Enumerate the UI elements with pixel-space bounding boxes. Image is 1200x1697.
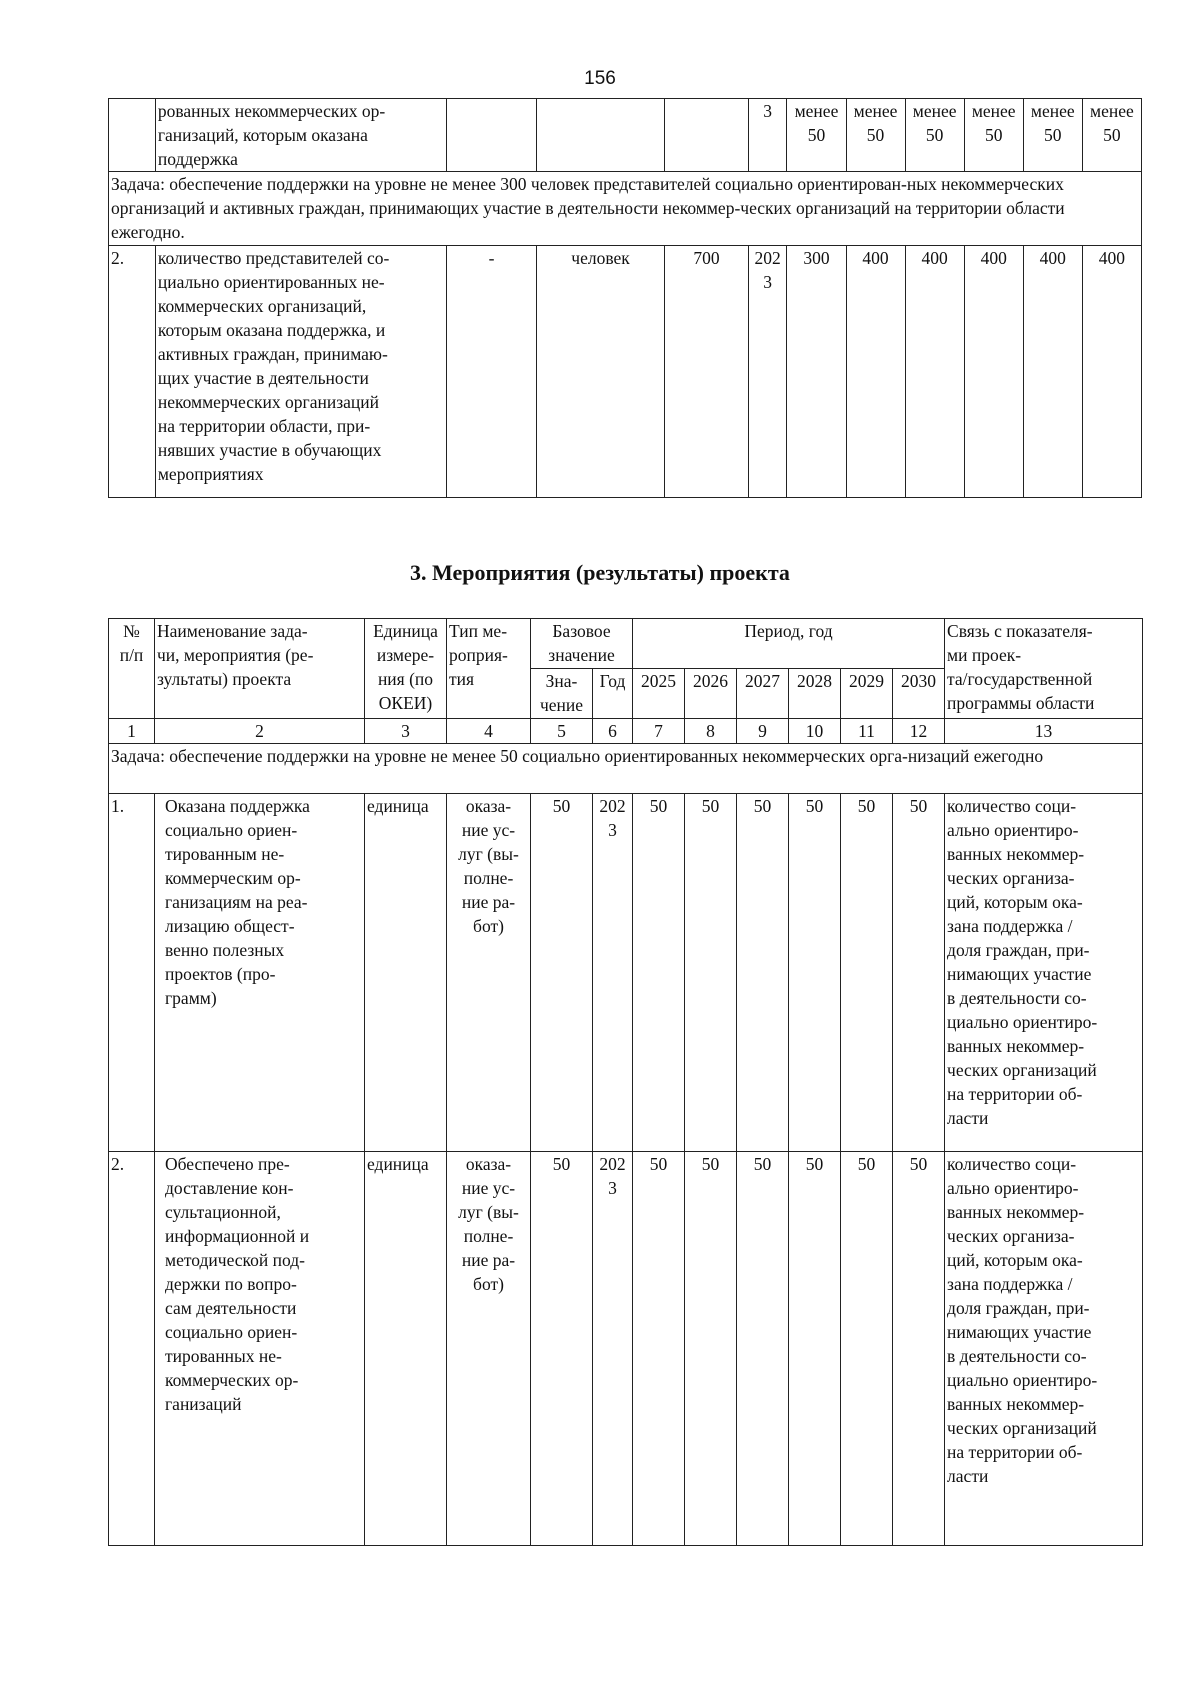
header-year-2026: 2026 [685,669,737,719]
column-number: 4 [447,719,531,744]
base-value: 50 [531,1152,593,1546]
value-2026: 50 [685,794,737,1152]
value-2025: 50 [633,1152,685,1546]
unit: единица [365,794,447,1152]
indicator-link: количество соци- ально ориентиро- ванных некоммер- ческих организа- ций, которым ока- зана поддержка / доля граждан, при- нимающих участие в деятельности со- циально ориентиро- ванных некоммер- ческих организаций на территории об- ласти [945,1152,1143,1546]
column-numbers-row [109,719,1143,744]
activity-type: оказа- ние ус- луг (вы- полне- ние ра- бот) [447,1152,531,1546]
value-2026: 400 [846,246,905,498]
value-2025: 300 [787,246,846,498]
indicator-level: - [447,246,537,498]
indicators-table-continued [108,98,1142,498]
base-value: 50 [531,794,593,1152]
task-row [109,172,1142,246]
value-2029: 50 [841,1152,893,1546]
header-year-2028: 2028 [789,669,841,719]
column-number: 10 [789,719,841,744]
task-row [109,744,1143,794]
value-2026: 50 [685,1152,737,1546]
header-year-2025: 2025 [633,669,685,719]
column-number: 11 [841,719,893,744]
header-type: Тип ме- роприя- тия [447,619,531,719]
cell-num [109,99,156,172]
value-2028: 50 [789,794,841,1152]
column-number: 5 [531,719,593,744]
header-base: Базовое значение [531,619,633,669]
column-number: 1 [109,719,155,744]
unit: единица [365,1152,447,1546]
value-2028: 400 [964,246,1023,498]
header-num: № п/п [109,619,155,719]
value-2030: менее 50 [1082,99,1141,172]
header-year-2030: 2030 [893,669,945,719]
value-2029: менее 50 [1023,99,1082,172]
base-value: 700 [665,246,749,498]
header-base-year: Год [593,669,633,719]
table-row [109,794,1143,1152]
header-year-2029: 2029 [841,669,893,719]
column-number: 13 [945,719,1143,744]
column-number: 9 [737,719,789,744]
header-period: Период, год [633,619,945,669]
header-name: Наименование зада- чи, мероприятия (ре- зультаты) проекта [155,619,365,719]
cell-blank [665,99,749,172]
task-text: Задача: обеспечение поддержки на уровне не менее 300 человек представителей социально ориентирован-ных некоммерческих организаций и активных граждан, принимающих участие в деятельности некоммер-ческих организаций на территории области ежегодно. [109,172,1142,246]
column-number: 3 [365,719,447,744]
value-2025: менее 50 [787,99,846,172]
value-2027: 400 [905,246,964,498]
value-2027: менее 50 [905,99,964,172]
header-base-value: Зна- чение [531,669,593,719]
indicator-name: рованных некоммерческих ор- ганизаций, которым оказана поддержка [155,99,446,172]
column-number: 7 [633,719,685,744]
value-2028: менее 50 [964,99,1023,172]
header-year-2027: 2027 [737,669,789,719]
cell-blank [536,99,664,172]
page-number: 156 [584,68,616,89]
value-2027: 50 [737,794,789,1152]
header-row [109,619,1143,669]
table-row [109,246,1142,498]
activity-type: оказа- ние ус- луг (вы- полне- ние ра- бот) [447,794,531,1152]
base-year: 202 3 [593,1152,633,1546]
value-2027: 50 [737,1152,789,1546]
base-year: 202 3 [593,794,633,1152]
column-number: 12 [893,719,945,744]
indicator-name: количество представителей со- циально ориентированных не- коммерческих организаций, которым оказана поддержка, и активных граждан, принимаю- щих участие в деятельности некоммерческих организаций на территории области, при- нявших участие в обучающих мероприятиях [155,246,446,498]
header-link: Связь с показателя- ми проек- та/государственной программы области [945,619,1143,719]
unit: человек [536,246,664,498]
header-unit: Единица измере- ния (по ОКЕИ) [365,619,447,719]
base-year: 3 [748,99,787,172]
value-2030: 50 [893,794,945,1152]
indicator-link: количество соци- ально ориентиро- ванных некоммер- ческих организа- ций, которым ока- зана поддержка / доля граждан, при- нимающих участие в деятельности со- циально ориентиро- ванных некоммер- ческих организаций на территории об- ласти [945,794,1143,1152]
value-2026: менее 50 [846,99,905,172]
column-number: 6 [593,719,633,744]
base-year: 202 3 [748,246,787,498]
value-2030: 400 [1082,246,1141,498]
task-text: Задача: обеспечение поддержки на уровне не менее 50 социально ориентированных некоммерческих орга-низаций ежегодно [109,744,1143,794]
row-number: 2. [109,246,156,498]
value-2029: 400 [1023,246,1082,498]
column-number: 8 [685,719,737,744]
activities-table [108,618,1143,1546]
row-number: 2. [109,1152,155,1546]
value-2029: 50 [841,794,893,1152]
value-2025: 50 [633,794,685,1152]
cell-blank [447,99,537,172]
table-row [109,99,1142,172]
value-2028: 50 [789,1152,841,1546]
activity-name: Обеспечено пре- доставление кон- сультационной, информационной и методической под- держки по вопро- сам деятельности социально ориен- тированных не- коммерческих ор- ганизаций [155,1152,365,1546]
value-2030: 50 [893,1152,945,1546]
section-title: 3. Мероприятия (результаты) проекта [410,560,790,585]
row-number: 1. [109,794,155,1152]
table-row [109,1152,1143,1546]
column-number: 2 [155,719,365,744]
activity-name: Оказана поддержка социально ориен- тированным не- коммерческим ор- ганизациям на реа- лизацию общест- венно полезных проектов (про- грамм) [155,794,365,1152]
